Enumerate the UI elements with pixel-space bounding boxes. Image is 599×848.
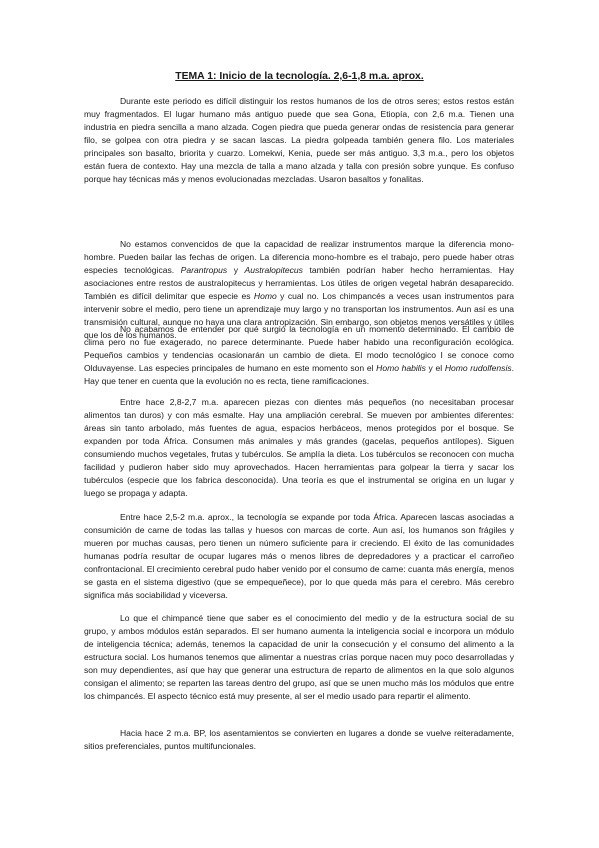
text-run: y cual no. Los chimpancés a veces usan instrumentos para intervenir sobre el medio, pero tiene un aprendizaje muy largo y no transportan los instrumentos. Aun así es una transmisión cultural, aunque no haya una clara antropización. Sin embargo, son objetos menos versátiles y útiles que los de los humanos. <box>84 290 514 340</box>
paragraph-3 <box>84 323 514 388</box>
text-run: No estamos convencidos de que la capacidad de realizar instrumentos marque la diferencia mono-hombre. Pueden bailar las fechas de origen. La diferencia mono-hombre es el trabajo, pero puede haber otras especies tecnológicas. <box>84 239 514 275</box>
italic-term: Homo habilis <box>376 362 426 373</box>
italic-term: Homo <box>253 290 277 301</box>
text-run: y <box>227 264 245 275</box>
document-title: TEMA 1: Inicio de la tecnología. 2,6-1,8 m.a. aprox. <box>175 71 424 82</box>
text-run: y el <box>425 362 445 373</box>
italic-term: Parantropus <box>180 264 228 275</box>
text-run: Entre hace 2,8-2,7 m.a. aparecen piezas con dientes más pequeños (no necesitaban procesar alimentos tan duros) y con más esmalte. Hay una ampliación cerebral. Se mueven por ambientes diferentes: áreas sin tanto arbolado, más fuentes de agua, espacios herbáceos, menos protegidos por el bosque. Se expanden por toda África. Consumen más animales y más grandes (gacelas, pequeños antílopes). Siguen consumiendo muchos vegetales, frutas y tubérculos. Se amplía la dieta. Los tubérculos se reconocen con mucha facilidad y pudieron haber sido muy aprovechados. Hacen herramientas para golpear la tierra y sacar los tubérculos (especie que los fabrica desconocida). Una teoría es que el instrumental se origina en un lugar y luego se propaga y adapta. <box>84 397 514 498</box>
paragraph-1 <box>84 95 514 186</box>
italic-term: Homo rudolfensis <box>444 362 512 373</box>
paragraph-4 <box>84 396 514 500</box>
text-run: . Hay que tener en cuenta que la evolución no es recta, tiene ramificaciones. <box>84 362 514 386</box>
text-run: No acabamos de entender por qué surgió la tecnología en un momento determinado. El cambio de clima pero no fue exagerado, no parece determinante. Puede haber habido una reconfiguración ecológica. Pequeños cambios y tendencias ocasionarán un cambio de dieta. El modo tecnológico I se conoce como Olduvayense. Las especies principales de humano en este momento son el <box>84 324 514 373</box>
italic-term: Australopitecus <box>244 264 303 275</box>
text-run: Hacia hace 2 m.a. BP, los asentamientos se convierten en lugares a donde se vuelve reiteradamente, sitios preferenciales, puntos multifuncionales. <box>84 728 514 751</box>
text-run: Entre hace 2,5-2 m.a. aprox., la tecnología se expande por toda África. Aparecen lascas asociadas a consumición de carne de todas las tallas y huesos con marcas de corte. Aun así, los humanos son frágiles y mueren por muchas causas, pero tienen un número suficiente para ir creciendo. El éxito de las comunidades humanas podría resultar de ocupar lugares más o menos libres de depredadores y a practicar el carroñeo confrontacional. El crecimiento cerebral pudo haber venido por el consumo de carne: cuanta más energía, menos se gasta en el sistema digestivo (que se empequeñece), por lo que queda más para el cerebro. Más cerebro significa más sociabilidad y viceversa. <box>84 512 514 600</box>
text-run: Durante este periodo es difícil distinguir los restos humanos de los de otros seres; estos restos están muy fragmentados. El lugar humano más antiguo puede que sea Gona, Etiopía, con 2,6 m.a. Tienen una industria en piedra sencilla a mano alzada. Cogen piedra que pueda generar ondas de resistencia para generar filo, se golpea con otra piedra y se sacan lascas. La piedra golpeada también genera filo. Los materiales principales son basalto, briorita y cuarzo. Lomekwi, Kenia, puede ser más antiguo. 3,3 m.a., pero los objetos están fuera de contexto. Hay una mezcla de talla a mano alzada y talla con presión sobre yunque. Es confuso porque hay técnicas más y menos evolucionadas mezcladas. Usaron basaltos y fonalitas. <box>84 96 514 184</box>
text-run: también podrían haber hecho herramientas. Hay asociaciones entre restos de australopitecus y herramientas. Los útiles de origen vegetal habrán desaparecido. También es difícil delimitar que especie es <box>84 264 514 301</box>
paragraph-7 <box>84 727 514 753</box>
paragraph-5 <box>84 511 514 602</box>
text-run: Lo que el chimpancé tiene que saber es el conocimiento del medio y de la estructura social de su grupo, y ambos módulos están separados. El ser humano aumenta la inteligencia social e incorpora un módulo de inteligencia técnica; además, tenemos la capacidad de unir la consecución y el consumo del alimento a la estructura social. Los humanos tenemos que alimentar a nuestras crías porque nacen muy poco desarrolladas y son muy dependientes, así que hay que generar una estructura de reparto de alimentos en la que solo algunos consigan el alimento; se reparten las tareas dentro del grupo, así que se unen mucho más los módulos que entre los chimpancés. El aspecto técnico está muy presente, al ser el medio usado para repartir el alimento. <box>84 613 514 701</box>
paragraph-6 <box>84 612 514 703</box>
